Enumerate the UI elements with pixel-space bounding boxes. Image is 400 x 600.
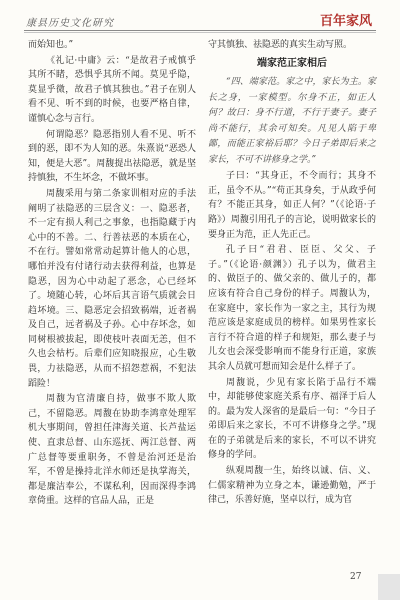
paragraph: 纵观周馥一生，始终以诚、信、义、仁儒家精神为立身之本，谦逊勤勉，严于律己，乐善好施，坚卓以行，成为官 (208, 466, 376, 506)
journal-title: 康县历史文化研究 (26, 18, 114, 29)
page-number: 27 (350, 572, 362, 582)
page-corner-decoration (378, 574, 400, 600)
paragraph: 孔子曰“君君、臣臣、父父、子子。”（《论语·颜渊》）孔子以为，做君主的、做臣子的、做父亲的、做儿子的，都应该有符合自己身份的样子。周馥认为，在家庭中，家长作为一家之主，其行为规范应该是家庭成员的榜样。如果男性家长言行不符合道的样子和规矩，那么妻子与儿女也会深受影响而不能身行正道，家族其余人员就可想而知会是什么样子了。 (208, 245, 376, 372)
paragraph: 周馥为官清廉自持，做事不欺人欺己，不留隐恶。周馥在协助李鸿章处理军机大事期间，曾担任津海关道、长芦盐运使、直隶总督、山东巡抚、两江总督、两广总督等要重职务，不曾是治河还是治军，不曾是操持北洋水师还是执掌海关，都是廉洁奉公，不谋私利，因而深得李鸿章倚重。这样的官品人品，正是 (28, 394, 196, 507)
quoted-family-instruction: “四、端家范。家之中，家长为主。家长之身，一家模型。尔身不正，如正人何？故曰：身不行道，不行于妻子。妻子尚不能行，其余可知矣。凡见人陷于卑鄙，而能正家裕后耶？今日子弟即后来之家长，不可不讲修身之学。” (208, 77, 376, 165)
page-header (0, 0, 400, 40)
paragraph: 守其慎独、祛隐恶的真实生动写照。 (208, 40, 353, 50)
paragraph: 《礼记·中庸》云：“是故君子戒慎乎其所不睹，恐惧乎其所不闻。莫见乎隐，莫显乎微，故君子慎其独也。”君子在别人看不见、听不到的时候，也要严格自律，谨慎心念与言行。 (28, 55, 196, 124)
left-column (28, 38, 196, 510)
header-rule-secondary (24, 32, 376, 33)
section-title: 百年家风 (319, 14, 372, 29)
paragraph: 何谓隐恶？隐恶指别人看不见、听不到的恶，即不为人知的恶。朱熹说“恶恐人知，便是大恶”。周馥提出祛隐恶，就是坚持慎独，不生坏念，不做坏事。 (28, 129, 196, 184)
paragraph: 周馥采用与第二条家训相对应的手法阐明了祛隐恶的三层含义：一、隐恶者，不一定有损人利己之事象，也指隐藏于内心中的不善。二、行善祛恶的本质在心，不在行。譬如常常动起算计他人的心思，哪怕并没有付诸行动去获得利益，也算是隐恶，因为心中动起了恶念，心已经坏了。境随心转，心坏后其言语气质就会日趋坏境。三、隐恶定会招致祸端，近者祸及自己，远者祸及子孙。心中存坏念，如同树根被拔起，即使枝叶表面无恙，但不久也会枯朽。后辈们应知晓报应，心生敬畏，力祛隐恶，从而不招怨惹祸，不犯法蹈险！ (28, 188, 196, 389)
paragraph: 而始知也。” (28, 40, 74, 50)
paragraph: 周馥说，少见有家长陷于品行不端中，却能够使家庭关系有序、福泽于后人的。最为发人深省的是最后一句：“今日子弟即后来之家长，不可不讲修身之学。”现在的子弟就是后来的家长，不可以不讲究修身的学问。 (208, 377, 376, 461)
header-rule (24, 30, 376, 31)
right-column (208, 38, 376, 509)
paragraph: 子曰：“其身正，不令而行；其身不正，虽令不从。”“苟正其身矣，于从政乎何有？不能正其身，如正人何？”（《论语·子路》）周馥引用孔子的言论，说明做家长的要身正为范，正人先正己。 (208, 171, 376, 240)
section-subheading: 端家范正家相后 (257, 57, 327, 69)
